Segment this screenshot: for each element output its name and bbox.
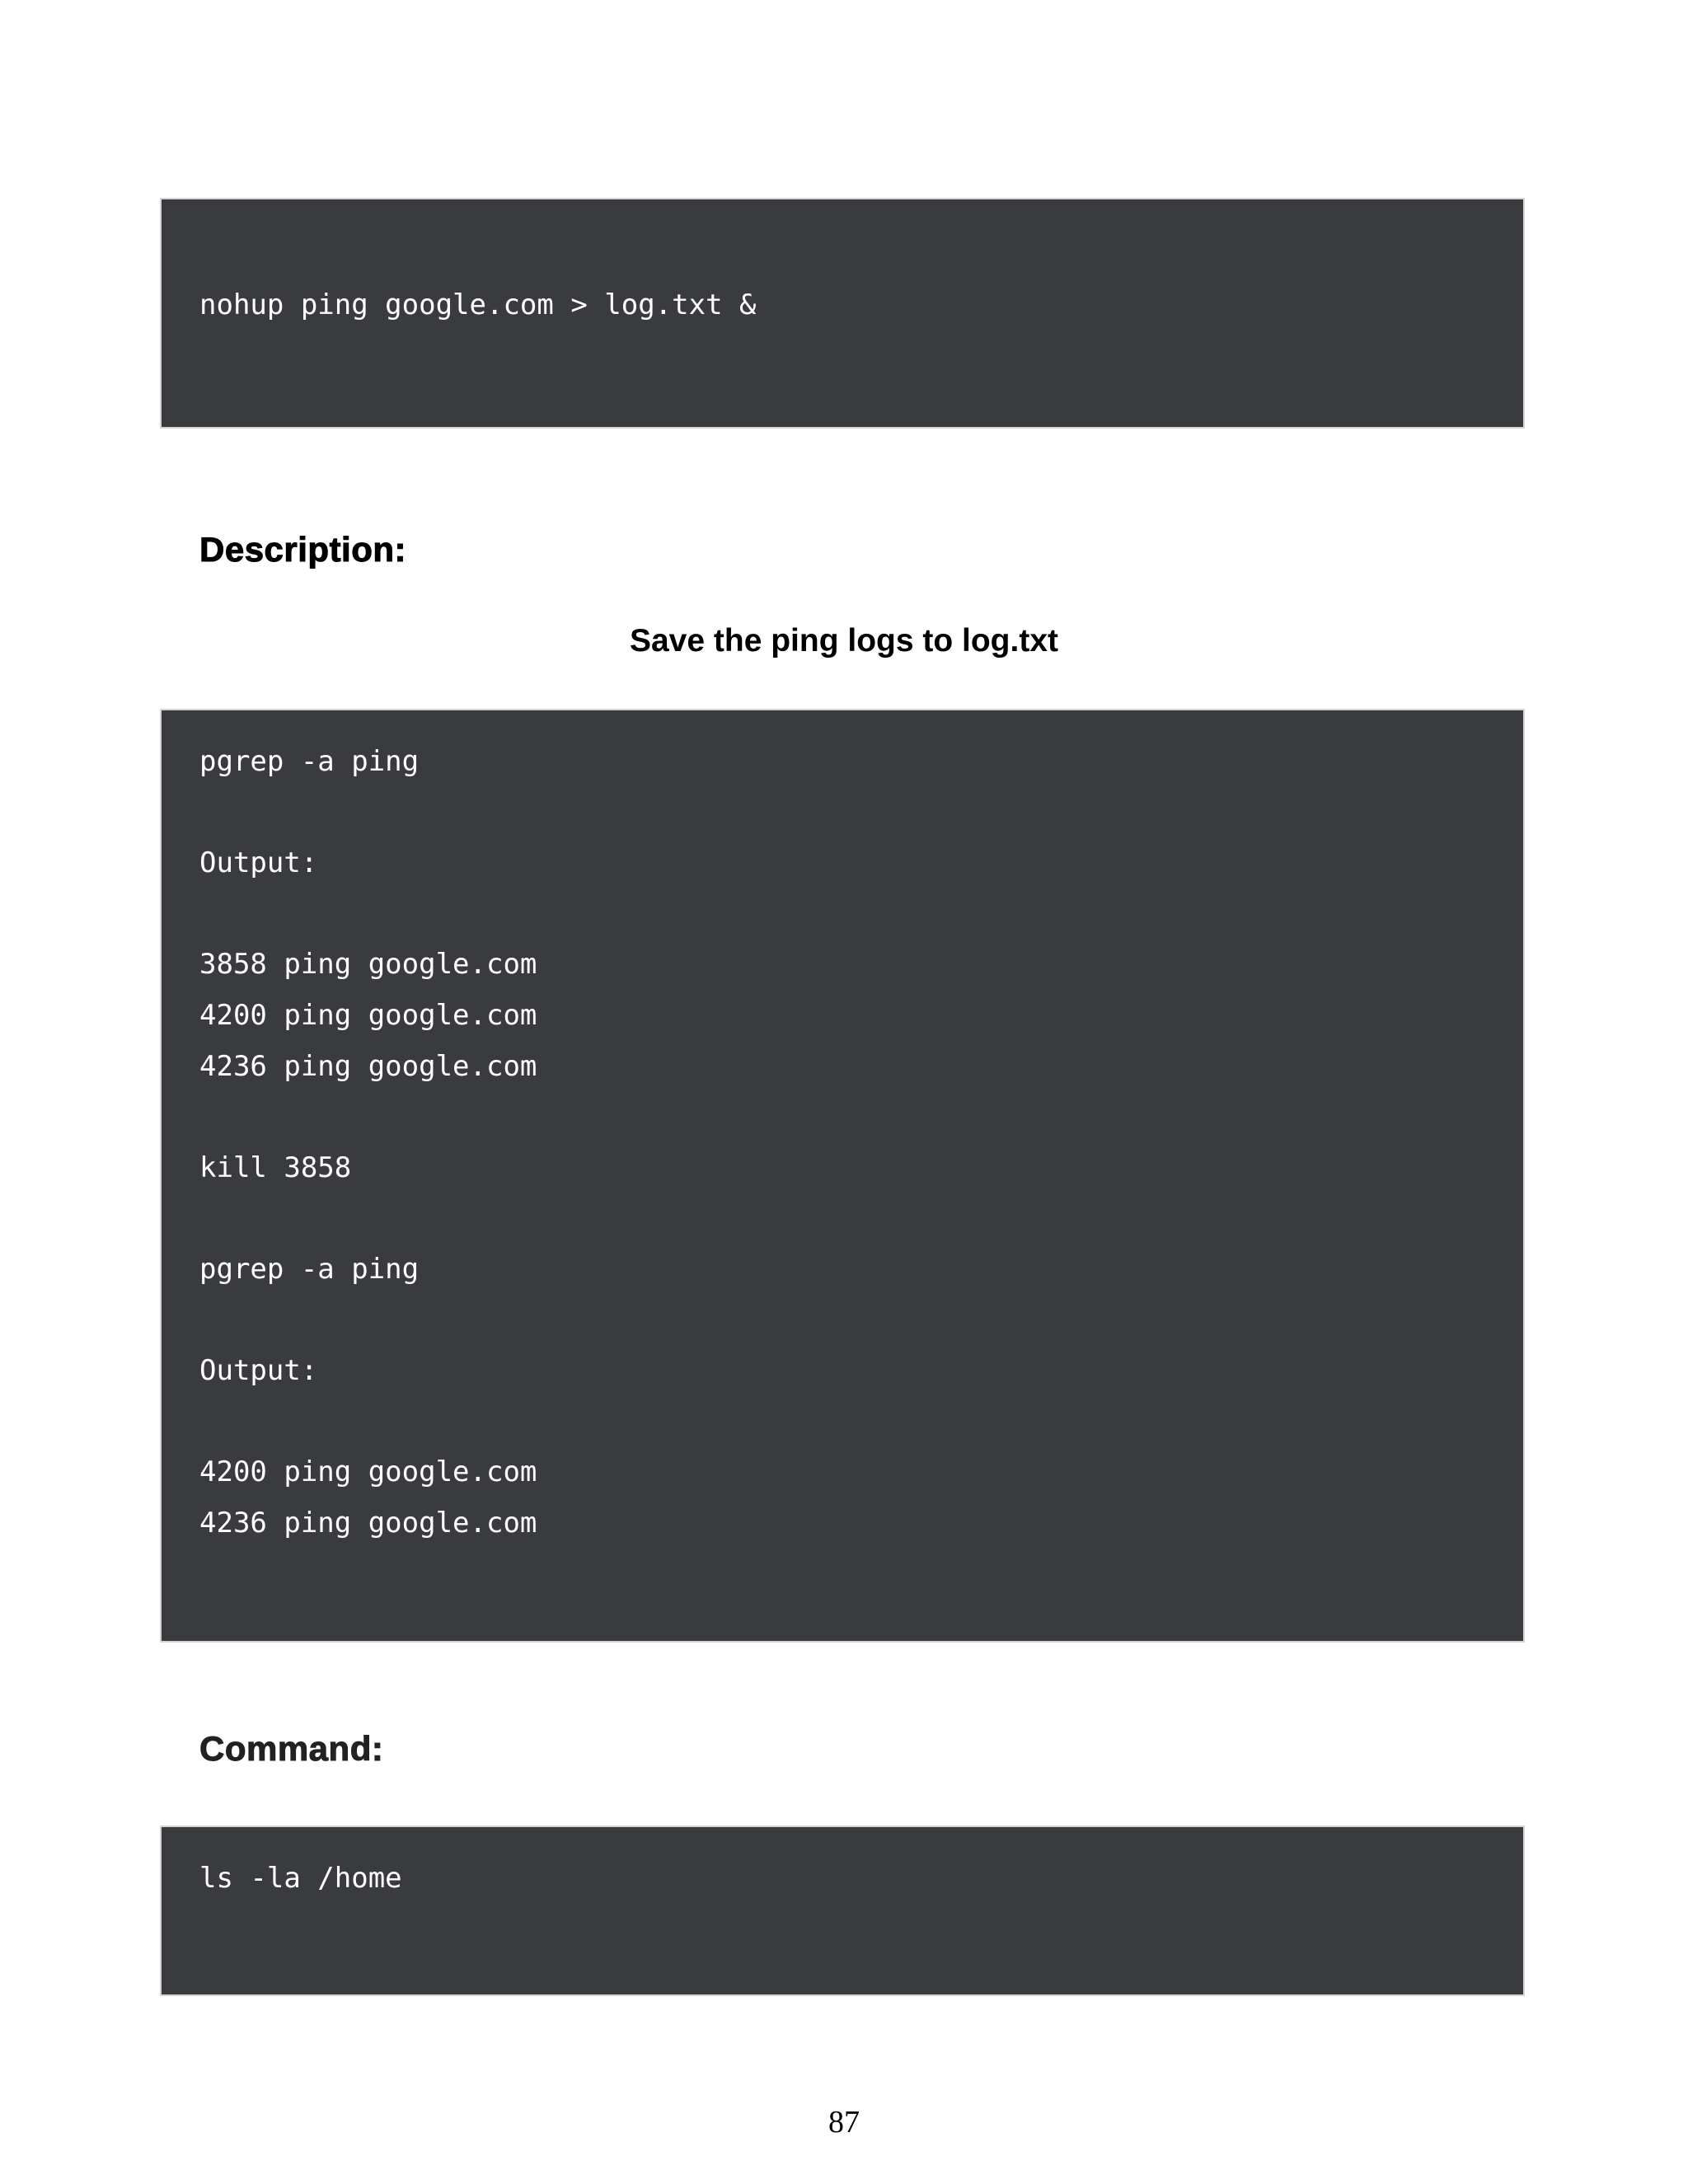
code-block-pgrep <box>160 709 1525 1643</box>
code-line: 4200 ping google.com <box>199 999 537 1032</box>
code-line: ls -la /home <box>199 1862 402 1895</box>
description-text: Save the ping logs to log.txt <box>629 623 1059 658</box>
description-heading: Description: <box>199 530 407 569</box>
code-line: Output: <box>199 846 318 879</box>
code-line: nohup ping google.com > log.txt & <box>199 288 757 321</box>
code-line: 4200 ping google.com <box>199 1455 537 1488</box>
code-block-nohup <box>160 198 1525 429</box>
code-line: kill 3858 <box>199 1151 352 1184</box>
code-line: 4236 ping google.com <box>199 1050 537 1083</box>
page-number: 87 <box>828 2105 860 2139</box>
code-line: Output: <box>199 1354 318 1387</box>
code-line: 3858 ping google.com <box>199 948 537 981</box>
code-line: pgrep -a ping <box>199 1253 420 1286</box>
command-heading: Command: <box>199 1729 384 1768</box>
code-line: pgrep -a ping <box>199 745 420 778</box>
code-line: 4236 ping google.com <box>199 1507 537 1540</box>
code-block-ls <box>160 1825 1525 1996</box>
